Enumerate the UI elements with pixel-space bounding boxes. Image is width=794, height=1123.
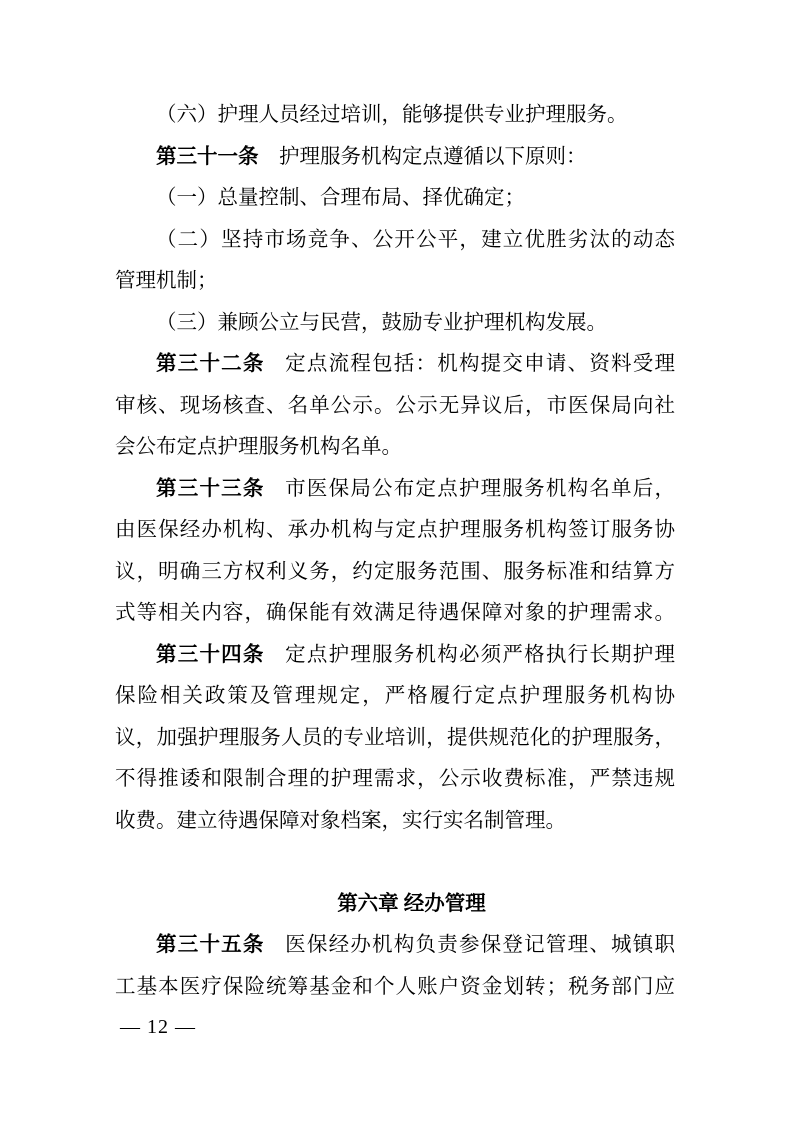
text-line [115,676,675,718]
line-text: 由医保经办机构、承办机构与定点护理服务机构签订服务协 [115,519,675,541]
line-text: 不得推诿和限制合理的护理需求，公示收费标准，严禁违规 [115,768,675,790]
line-text: 会公布定点护理服务机构名单。 [115,436,402,458]
line-text: 保险相关政策及管理规定，严格履行定点护理服务机构协 [115,685,675,707]
article-line [115,635,675,677]
line-text: 市医保局公布定点护理服务机构名单后， [285,477,676,500]
article-number: 第三十三条 [156,477,265,500]
text-line [115,427,675,469]
line-text: 工基本医疗保险统筹基金和个人账户资金划转；税务部门应 [115,975,675,998]
line-text: （二）坚持市场竞争、公开公平，建立优胜劣汰的动态 [156,228,675,251]
text-line [115,178,675,220]
text-line [115,552,675,594]
article-line [115,925,675,967]
line-text: 管理机制； [115,270,218,292]
line-text: 议，明确三方权利义务，约定服务范围、服务标准和结算方 [115,560,675,583]
article-line [115,137,675,179]
text-line [115,510,675,552]
line-text: 定点护理服务机构必须严格执行长期护理 [285,643,676,666]
line-text: （六）护理人员经过培训，能够提供专业护理服务。 [156,104,628,126]
article-number: 第三十二条 [156,353,265,375]
text-line [115,95,675,137]
line-text: 收费。建立待遇保障对象档案，实行实名制管理。 [115,809,566,832]
line-text: 医保经办机构负责参保登记管理、城镇职 [285,934,676,956]
text-line [115,718,675,760]
line-text: 式等相关内容，确保能有效满足待遇保障对象的护理需求。 [115,602,675,624]
article-line [115,469,675,511]
chapter-heading: 第六章 经办管理 [337,892,486,915]
text-line [115,801,675,843]
page-number: — 12 — [120,1016,196,1038]
article-number: 第三十四条 [156,643,265,666]
text-line [115,386,675,428]
article-number: 第三十五条 [156,934,265,956]
text-line [115,593,675,635]
line-text: 定点流程包括：机构提交申请、资料受理 [285,353,676,375]
line-text: 护理服务机构定点遵循以下原则： [279,145,587,168]
article-line [115,344,675,386]
article-number: 第三十一条 [156,145,259,168]
line-text: （三）兼顾公立与民营，鼓励专业护理机构发展。 [156,311,607,334]
line-text: （一）总量控制、合理布局、择优确定； [156,187,525,209]
text-line [115,759,675,801]
text-line [115,967,675,1009]
text-line [115,261,675,303]
text-line [115,303,675,345]
line-text: 议，加强护理服务人员的专业培训，提供规范化的护理服务， [115,726,675,749]
text-line [115,220,675,262]
document-body [115,95,675,1008]
line-text: 审核、现场核查、名单公示。公示无异议后，市医保局向社 [115,394,675,417]
